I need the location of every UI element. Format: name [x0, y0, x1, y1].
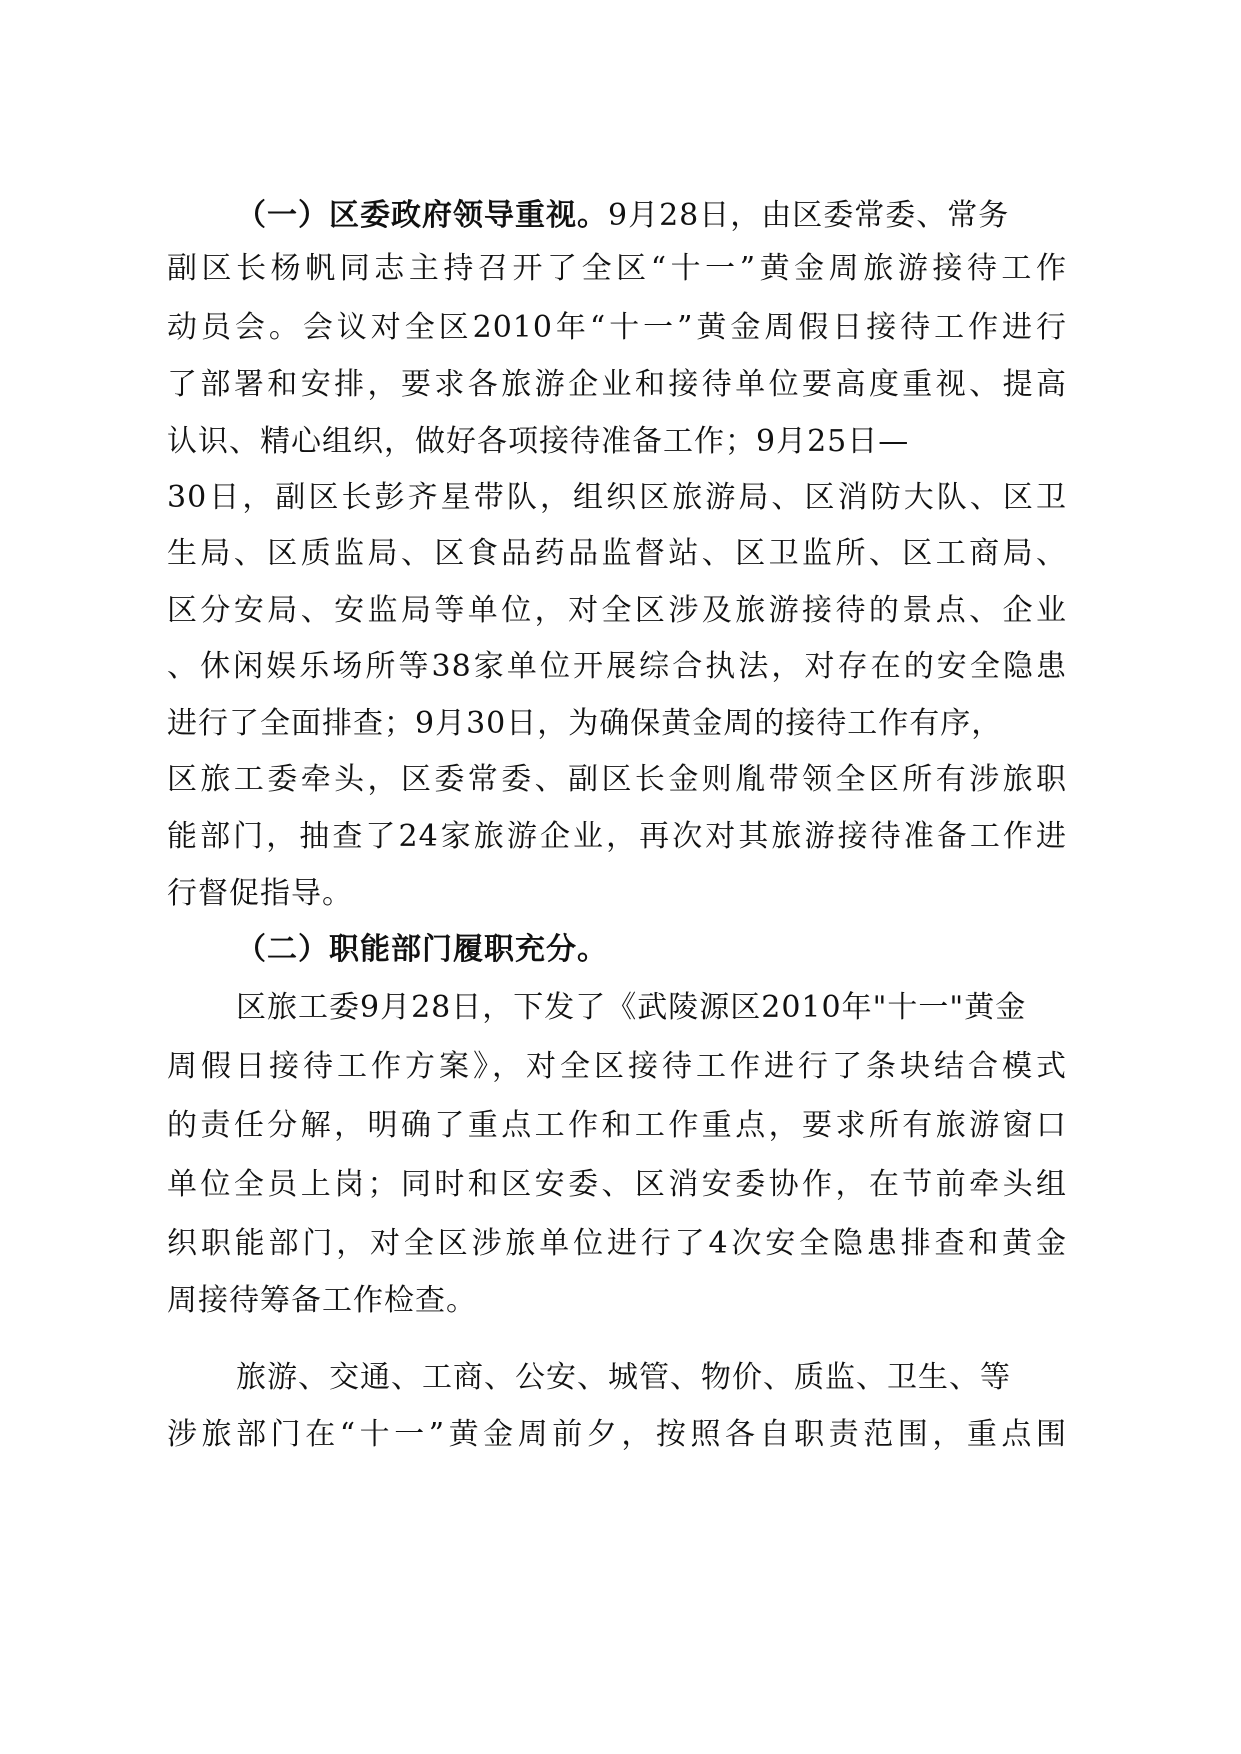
section2-para1-line-1: 周假日接待工作方案》，对全区接待工作进行了条块结合模式 [167, 1049, 1067, 1084]
section1-line-6: 生局、区质监局、区食品药品监督站、区卫监所、区工商局、 [167, 536, 1067, 571]
section1-line-2: 动员会。会议对全区2010年“十一”黄金周假日接待工作进行 [167, 310, 1067, 345]
section1-line-8: 、休闲娱乐场所等38家单位开展综合执法，对存在的安全隐患 [167, 649, 1067, 684]
section2-para2-line-0: 旅游、交通、工商、公安、城管、物价、质监、卫生、等 [236, 1360, 1011, 1395]
section1-line-5: 30日，副区长彭齐星带队，组织区旅游局、区消防大队、区卫 [167, 480, 1067, 515]
section2-para1-line-0: 区旅工委9月28日，下发了《武陵源区2010年"十一"黄金 [236, 990, 1027, 1025]
section1-line-0: 9月28日，由区委常委、常务 [608, 198, 1010, 233]
section1-line-3: 了部署和安排，要求各旅游企业和接待单位要高度重视、提高 [167, 367, 1067, 402]
section1-line-4: 认识、精心组织，做好各项接待准备工作；9月25日— [167, 424, 910, 459]
section1-heading: （一）区委政府领导重视。 [236, 198, 608, 233]
section2-heading: （二）职能部门履职充分。 [236, 932, 608, 967]
section1-line-1: 副区长杨帆同志主持召开了全区“十一”黄金周旅游接待工作 [167, 251, 1067, 286]
section1-line-10: 区旅工委牵头，区委常委、副区长金则胤带领全区所有涉旅职 [167, 762, 1067, 797]
section1-line-7: 区分安局、安监局等单位，对全区涉及旅游接待的景点、企业 [167, 593, 1067, 628]
section2-para1-line-2: 的责任分解，明确了重点工作和工作重点，要求所有旅游窗口 [167, 1108, 1067, 1143]
section2-para1-line-5: 周接待筹备工作检查。 [167, 1283, 477, 1318]
section1-line-9: 进行了全面排查；9月30日，为确保黄金周的接待工作有序， [167, 706, 1003, 741]
section2-para2-line-1: 涉旅部门在“十一”黄金周前夕，按照各自职责范围，重点围 [167, 1417, 1067, 1452]
section2-para1-line-3: 单位全员上岗；同时和区安委、区消安委协作，在节前牵头组 [167, 1167, 1067, 1202]
section2-para1-line-4: 织职能部门，对全区涉旅单位进行了4次安全隐患排查和黄金 [167, 1226, 1067, 1261]
section1-first-line [236, 188, 1136, 244]
section1-line-11: 能部门，抽查了24家旅游企业，再次对其旅游接待准备工作进 [167, 819, 1067, 854]
section1-line-12: 行督促指导。 [167, 876, 353, 911]
